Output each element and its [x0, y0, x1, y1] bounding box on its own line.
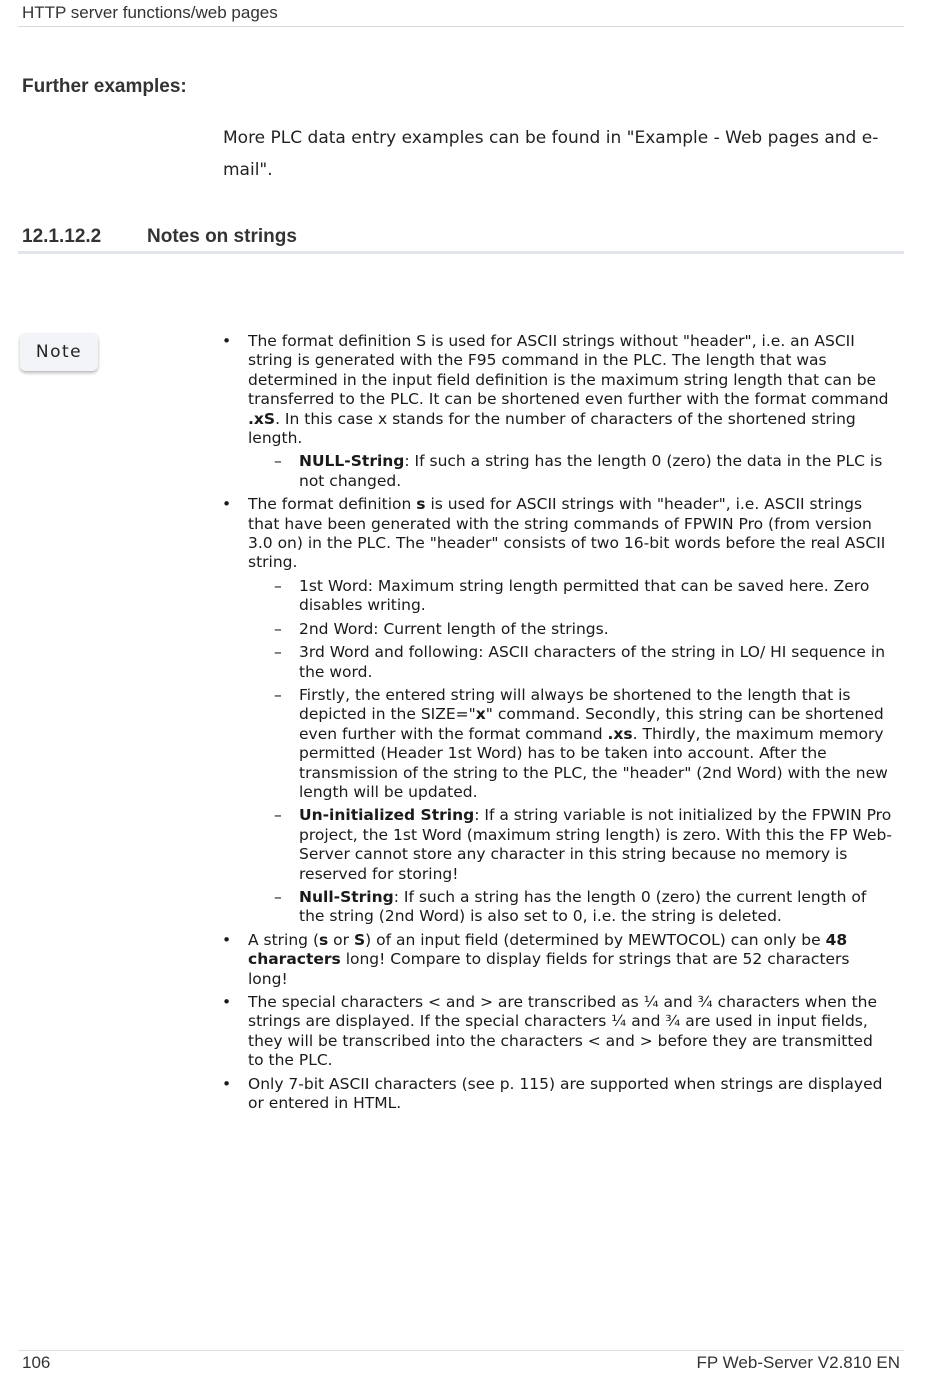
- dash-icon: –: [274, 685, 282, 704]
- dash-icon: –: [274, 806, 282, 825]
- note-label-box: [20, 333, 98, 371]
- dash-icon: –: [274, 576, 282, 595]
- page-number: 106: [22, 1353, 51, 1372]
- note-item-string-length: • A string (s or S) of an input field (determined by MEWTOCOL) can only be 48 characters long! Compare to display fields for strings that are 52 characters long!: [222, 930, 850, 988]
- sub-item-null-string: – NULL-String: If such a string has the length 0 (zero) the data in the PLC is not changed.: [274, 452, 883, 490]
- further-examples-text: More PLC data entry examples can be found in "Example - Web pages and e-mail".: [223, 128, 879, 180]
- dash-icon: –: [274, 887, 282, 906]
- bullet-icon: •: [222, 993, 232, 1011]
- header-divider: [18, 26, 904, 27]
- section-title: Notes on strings: [147, 226, 297, 247]
- dash-icon: –: [274, 452, 282, 471]
- dash-icon: –: [274, 619, 282, 638]
- note-item-special-characters: • The special characters < and > are transcribed as ¼ and ¾ characters when the strings are displayed. If the special characters ¼ and ¾ are used in input fields, they will be transcribed into the characters < and > before they are transmitted to the PLC.: [222, 993, 878, 1070]
- footer-divider: [18, 1350, 904, 1351]
- document-title: FP Web-Server V2.810 EN: [696, 1353, 900, 1372]
- note-item-format-S: • The format definition S is used for ASCII strings without "header", i.e. an ASCII string is generated with the F95 command in the PLC. The length that was determined in the input field definition is the maximum string length that can be transferred to the PLC. It can be shortened even further with the format command .xS. In this case x stands for the number of characters of the shortened string length. – NULL-String: If such a string has the length 0 (zero) the data in the PLC is not changed.: [222, 332, 892, 491]
- sub-item-third-word: – 3rd Word and following: ASCII characters of the string in LO/ HI sequence in the word.: [274, 643, 886, 681]
- section-divider: [18, 251, 904, 254]
- section-heading: [22, 226, 902, 248]
- sub-item-second-word: – 2nd Word: Current length of the strings.: [274, 619, 609, 638]
- dash-icon: –: [274, 643, 282, 662]
- bullet-icon: •: [222, 930, 232, 949]
- sub-item-shortening: – Firstly, the entered string will always be shortened to the length that is depicted in the SIZE="x" command. Secondly, this string can be shortened even further with the format command .xs. Thirdly, the maximum memory permitted (Header 1st Word) has to be taken into account. After the transmission of the string to the PLC, the "header" (2nd Word) with the new length will be updated.: [274, 685, 888, 801]
- section-number: 12.1.12.2: [22, 226, 102, 247]
- sub-item-first-word: – 1st Word: Maximum string length permitted that can be saved here. Zero disables writing.: [274, 576, 870, 615]
- note-label: Note: [35, 342, 83, 362]
- notes-list: [222, 332, 892, 1117]
- bullet-icon: •: [222, 495, 232, 514]
- sub-item-null-string: – Null-String: If such a string has the length 0 (zero) the current length of the string (2nd Word) is also set to 0, i.e. the string is deleted.: [274, 887, 867, 926]
- running-header: HTTP server functions/web pages: [22, 3, 278, 22]
- note-item-format-s: • The format definition s is used for ASCII strings with "header", i.e. ASCII strings that have been generated with the string commands of FPWIN Pro (from version 3.0 on) in the PLC. The "header" consists of two 16-bit words before the real ASCII string. – 1st Word: Maximum string length permitted that can be saved here. Zero disables writing. – 2nd Word: Current length of the strings. – 3rd Word and following: ASCII characters of the string in LO/ HI sequence in the word. – Firstly, the entered string will always be shortened to the length that is depicted in the SIZE="x" command. Secondly, this string can be shortened even further with the format command .xs. Thirdly, the maximum memory permitted (Header 1st Word) has to be taken into account. After the transmission of the string to the PLC, the "header" (2nd Word) with the new length will be updated. – Un-initialized String: If a string variable is not initialized by the FPWIN Pro project, the 1st Word (maximum string length) is zero. With this the FP Web-Server cannot store any character in this string because no memory is reserved for storing! – Null-String: If such a string has the length 0 (zero) the current length of the string (2nd Word) is also set to 0, i.e. the string is deleted.: [222, 495, 892, 926]
- sub-item-uninitialized-string: – Un-initialized String: If a string variable is not initialized by the FPWIN Pro project, the 1st Word (maximum string length) is zero. With this the FP Web-Server cannot store any character in this string because no memory is reserved for storing!: [274, 806, 892, 883]
- further-examples-heading: Further examples:: [22, 76, 187, 97]
- bullet-icon: •: [222, 1074, 232, 1093]
- note-item-ascii-support: • Only 7-bit ASCII characters (see p. 115) are supported when strings are displayed or entered in HTML.: [222, 1074, 883, 1113]
- bullet-icon: •: [222, 332, 232, 350]
